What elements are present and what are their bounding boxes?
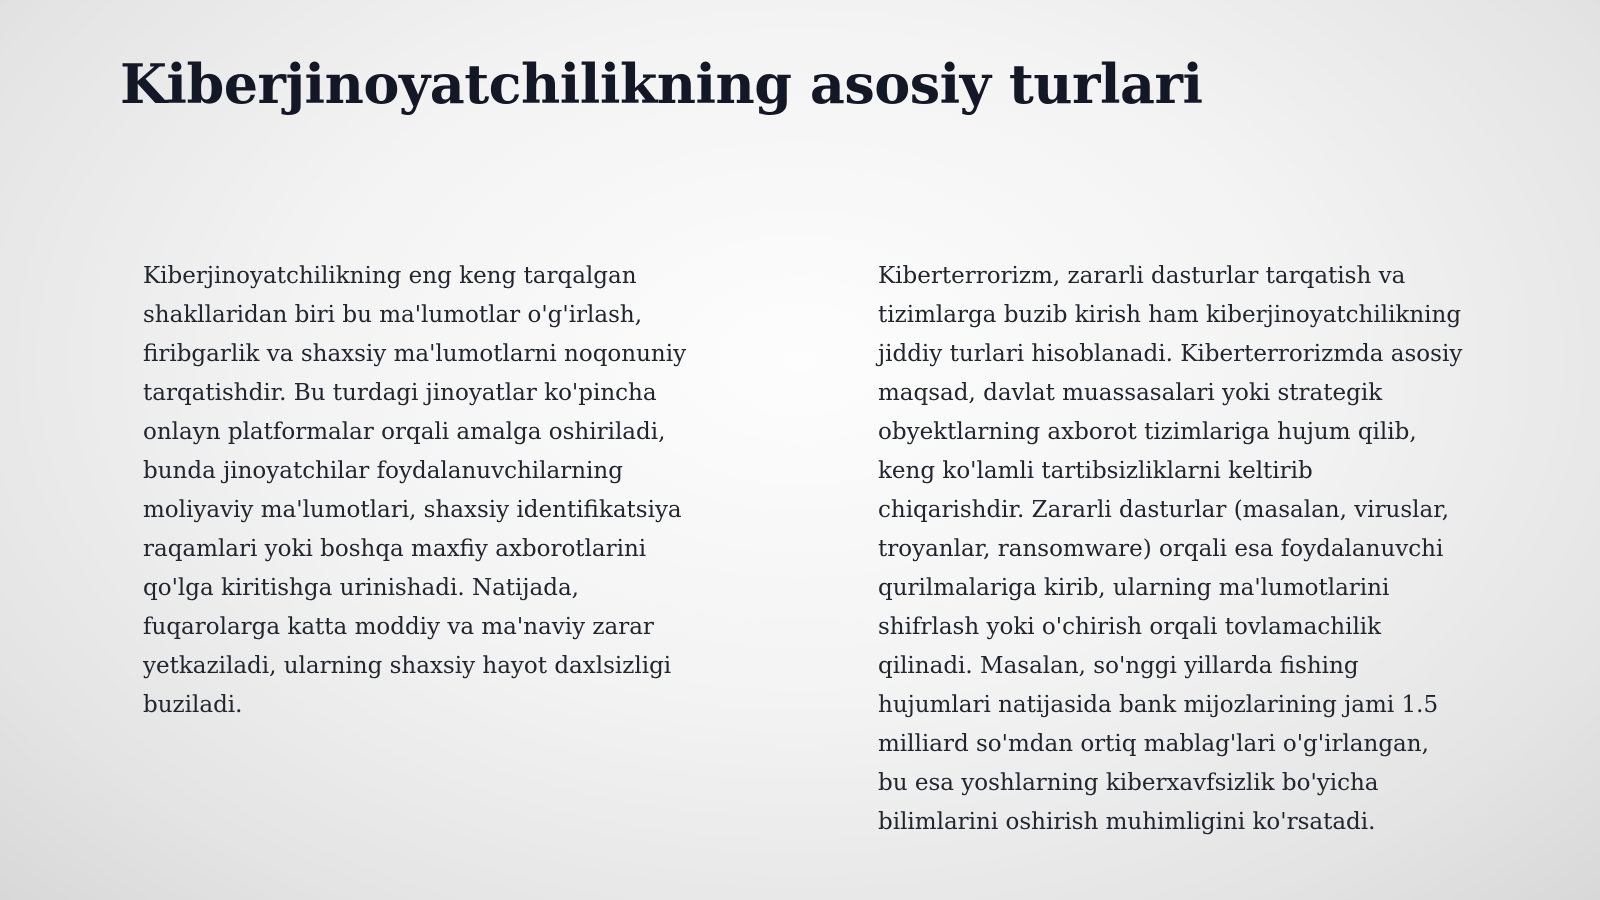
slide-title: Kiberjinoyatchilikning asosiy turlari [120,52,1203,116]
right-paragraph: Kiberterrorizm, zararli dasturlar tarqatish va tizimlarga buzib kirish ham kiberjinoyatchilikning jiddiy turlari hisoblanadi. Kiberterrorizmda asosiy maqsad, davlat muassasalari yoki strategik obyektlarning axborot tizimlariga hujum qilib, keng ko'lamli tartibsizliklarni keltirib chiqarishdir. Zararli dasturlar (masalan, viruslar, troyanlar, ransomware) orqali esa foydalanuvchi qurilmalariga kirib, ularning ma'lumotlarini shifrlash yoki o'chirish orqali tovlamachilik qilinadi. Masalan, so'nggi yillarda fishing hujumlari natijasida bank mijozlarining jami 1.5 milliard so'mdan ortiq mablag'lari o'g'irlangan, bu esa yoshlarning kiberxavfsizlik bo'yicha bilimlarini oshirish muhimligini ko'rsatadi. [878,263,1463,835]
left-paragraph: Kiberjinoyatchilikning eng keng tarqalgan shakllaridan biri bu ma'lumotlar o'g'irlash, firibgarlik va shaxsiy ma'lumotlarni noqonuniy tarqatishdir. Bu turdagi jinoyatlar ko'pincha onlayn platformalar orqali amalga oshiriladi, bunda jinoyatchilar foydalanuvchilarning moliyaviy ma'lumotlari, shaxsiy identifikatsiya raqamlari yoki boshqa maxfiy axborotlarini qo'lga kiritishga urinishadi. Natijada, fuqarolarga katta moddiy va ma'naviy zarar yetkaziladi, ularning shaxsiy hayot daxlsizligi buziladi. [143,263,687,718]
